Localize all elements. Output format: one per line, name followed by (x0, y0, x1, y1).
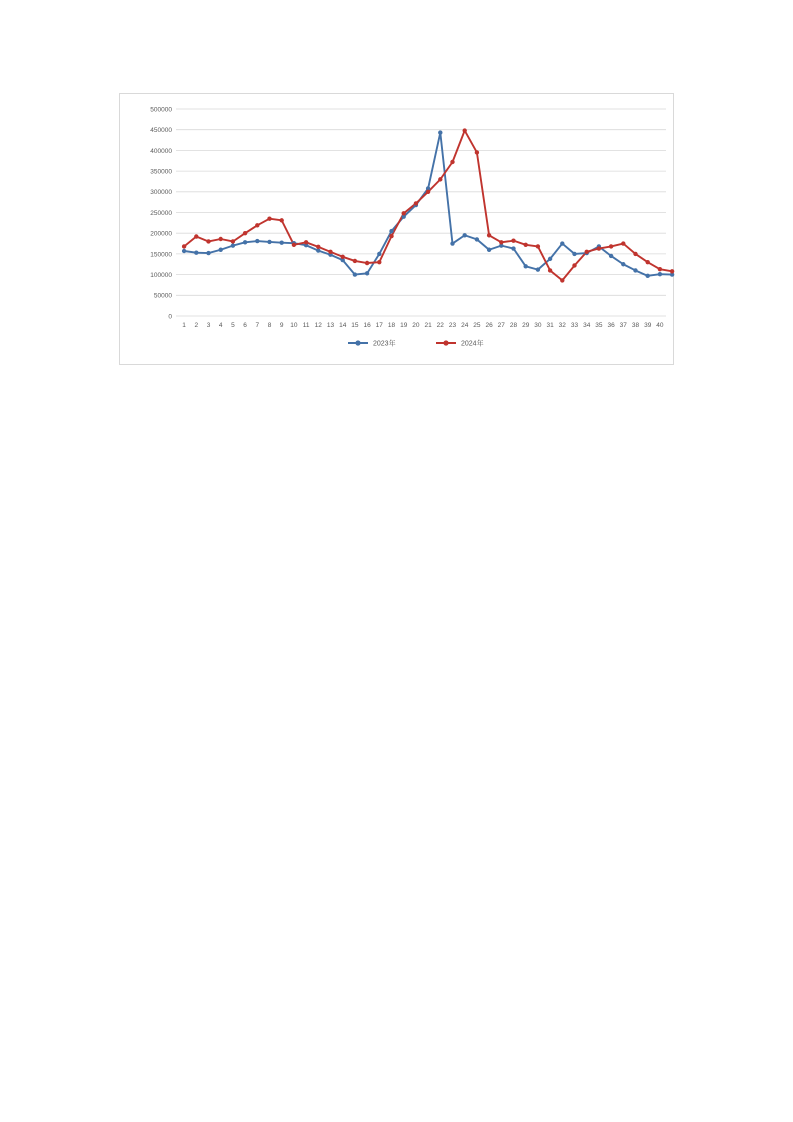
chart-plot-area (120, 94, 675, 366)
data-point (353, 259, 357, 263)
data-point (292, 243, 296, 247)
data-point (341, 255, 345, 259)
x-tick-label: 5 (231, 322, 235, 329)
x-tick-label: 27 (497, 322, 505, 329)
x-tick-label: 9 (279, 322, 284, 329)
data-point (255, 239, 259, 243)
x-tick-label: 22 (436, 322, 444, 329)
data-point (450, 241, 454, 245)
series-line-1 (184, 133, 672, 276)
data-point (450, 160, 454, 164)
data-point (475, 150, 479, 154)
data-point (572, 252, 576, 256)
x-tick-label: 10 (290, 322, 298, 329)
legend-label: 2023年 (373, 340, 396, 348)
data-point (536, 267, 540, 271)
data-point (633, 268, 637, 272)
data-point (389, 234, 393, 238)
data-point (621, 241, 625, 245)
x-tick-label: 32 (558, 322, 566, 329)
data-point (548, 268, 552, 272)
y-tick-label: 50000 (153, 292, 172, 300)
y-tick-label: 500000 (150, 106, 172, 114)
data-point (377, 252, 381, 256)
x-tick-label: 17 (375, 322, 383, 329)
y-tick-label: 100000 (150, 272, 172, 279)
data-point (548, 257, 552, 261)
data-point (365, 261, 369, 265)
data-point (524, 243, 528, 247)
data-point (560, 241, 564, 245)
data-point (463, 233, 467, 237)
data-point (511, 246, 515, 250)
y-tick-label: 350000 (150, 168, 172, 176)
data-point (426, 190, 430, 194)
x-tick-label: 33 (570, 322, 579, 329)
data-point (231, 243, 235, 247)
y-axis-tick-labels (150, 106, 172, 320)
chart-container (119, 93, 674, 365)
data-point (585, 250, 589, 254)
data-point (633, 252, 637, 256)
x-tick-label: 29 (522, 322, 530, 329)
data-point (646, 274, 650, 278)
legend-swatch-marker (355, 340, 360, 345)
data-point (475, 237, 479, 241)
x-tick-label: 24 (461, 322, 469, 329)
y-tick-label: 200000 (150, 230, 172, 238)
data-point (267, 217, 271, 221)
x-tick-label: 39 (644, 322, 652, 329)
data-point (280, 218, 284, 222)
data-point (194, 250, 198, 254)
gridlines-group (176, 109, 666, 316)
data-point (182, 249, 186, 253)
x-tick-label: 25 (473, 322, 481, 329)
legend-label: 2024年 (461, 340, 484, 348)
data-point (353, 272, 357, 276)
chart-legend (348, 339, 484, 348)
data-point (646, 260, 650, 264)
x-tick-label: 28 (509, 322, 518, 329)
x-tick-label: 7 (255, 322, 260, 329)
data-point (560, 278, 564, 282)
x-tick-label: 35 (595, 322, 603, 329)
data-point (255, 223, 259, 227)
x-tick-label: 36 (607, 322, 615, 329)
data-point (243, 231, 247, 235)
x-tick-label: 30 (534, 322, 542, 329)
data-point (621, 262, 625, 266)
data-point (243, 240, 247, 244)
legend-swatch-marker (443, 340, 448, 345)
data-point (219, 248, 223, 252)
x-tick-label: 18 (387, 322, 396, 329)
data-point (206, 239, 210, 243)
series-markers-group (182, 128, 674, 282)
x-tick-label: 1 (182, 322, 186, 329)
data-point (280, 241, 284, 245)
data-point (414, 201, 418, 205)
data-point (658, 272, 662, 276)
x-tick-label: 3 (206, 322, 211, 329)
x-tick-label: 38 (631, 322, 640, 329)
data-point (524, 264, 528, 268)
x-tick-label: 23 (448, 322, 457, 329)
data-point (670, 269, 674, 273)
x-tick-label: 12 (314, 322, 322, 329)
data-point (658, 267, 662, 271)
data-point (499, 240, 503, 244)
x-tick-label: 11 (302, 322, 310, 329)
data-point (377, 260, 381, 264)
y-tick-label: 300000 (150, 189, 172, 197)
data-point (438, 177, 442, 181)
y-tick-label: 250000 (150, 209, 172, 217)
series-lines-group (184, 131, 672, 281)
data-point (182, 244, 186, 248)
x-tick-label: 6 (243, 322, 247, 329)
y-tick-label: 400000 (150, 147, 172, 155)
data-point (316, 245, 320, 249)
x-tick-label: 31 (546, 322, 554, 329)
data-point (487, 248, 491, 252)
x-tick-label: 20 (412, 322, 420, 329)
data-point (463, 128, 467, 132)
y-tick-label: 0 (168, 313, 172, 321)
data-point (536, 244, 540, 248)
x-tick-label: 4 (218, 322, 223, 329)
data-point (487, 233, 491, 237)
x-tick-label: 8 (267, 322, 272, 329)
x-axis-tick-labels (182, 322, 664, 329)
x-tick-label: 16 (363, 322, 371, 329)
line-chart-svg (120, 94, 675, 366)
data-point (328, 250, 332, 254)
x-tick-label: 13 (326, 322, 335, 329)
x-tick-label: 2 (194, 322, 199, 329)
data-point (365, 271, 369, 275)
data-point (206, 251, 210, 255)
data-point (609, 254, 613, 258)
x-tick-label: 14 (339, 322, 347, 329)
y-tick-label: 150000 (150, 251, 172, 259)
data-point (304, 240, 308, 244)
data-point (402, 211, 406, 215)
series-line-2 (184, 131, 672, 281)
y-tick-label: 450000 (150, 127, 172, 135)
data-point (572, 263, 576, 267)
x-tick-label: 21 (424, 322, 432, 329)
data-point (511, 238, 515, 242)
data-point (389, 229, 393, 233)
x-tick-label: 37 (619, 322, 627, 329)
data-point (219, 237, 223, 241)
x-tick-label: 15 (351, 322, 359, 329)
x-tick-label: 40 (656, 322, 664, 329)
data-point (597, 246, 601, 250)
data-point (267, 240, 271, 244)
x-tick-label: 26 (485, 322, 493, 329)
data-point (438, 130, 442, 134)
x-tick-label: 34 (583, 322, 591, 329)
data-point (609, 244, 613, 248)
x-tick-label: 19 (400, 322, 408, 329)
data-point (194, 234, 198, 238)
data-point (231, 239, 235, 243)
